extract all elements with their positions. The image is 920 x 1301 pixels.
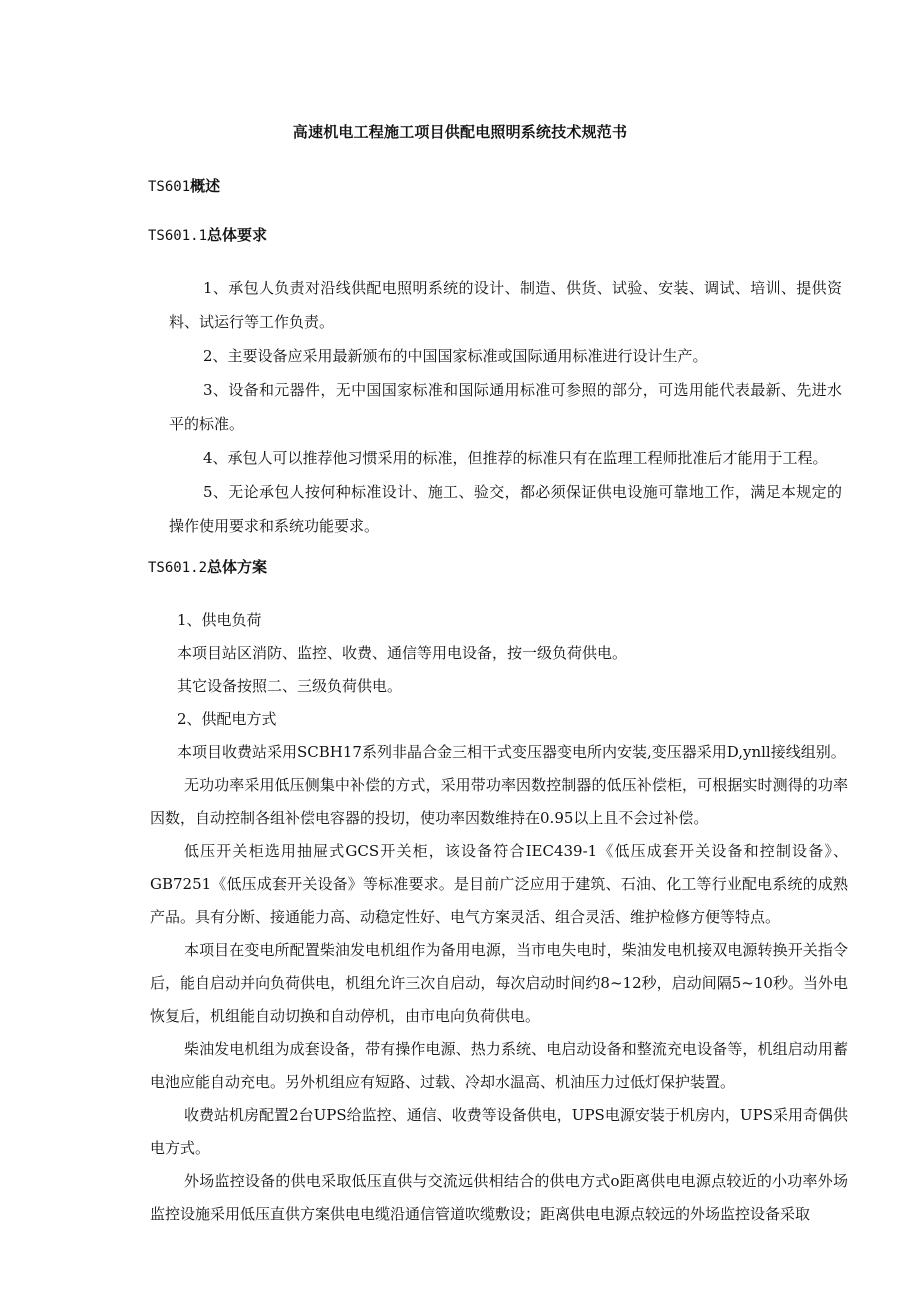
requirement-item: 4、承包人可以推荐他习惯采用的标准，但推荐的标准只有在监理工程师批准后才能用于工程。 [203, 449, 828, 467]
plan-paragraph: 本项目在变电所配置柴油发电机组作为备用电源，当市电失电时，柴油发电机接双电源转换开关指令后，能自启动并向负荷供电，机组允许三次自启动，每次启动时间约8~12秒，启动间隔5~10秒。当外电恢复后，机组能自动切换和自动停机，由市电向负荷供电。 [150, 941, 848, 1025]
section-heading-ts601-2 [148, 556, 267, 577]
plan-paragraph: 无功功率采用低压侧集中补偿的方式，采用带功率因数控制器的低压补偿柜，可根据实时测得的功率因数，自动控制各组补偿电容器的投切，使功率因数维持在0.95以上且不会过补偿。 [150, 776, 848, 827]
plan-subheading: 2、供配电方式 [177, 710, 277, 728]
section-heading-ts601-1 [148, 224, 267, 245]
plan-paragraph: 收费站机房配置2台UPS给监控、通信、收费等设备供电，UPS电源安装于机房内，UPS采用奇偶供电方式。 [150, 1106, 848, 1157]
section-label: 概述 [190, 177, 221, 195]
page-title: 高速机电工程施工项目供配电照明系统技术规范书 [292, 123, 628, 141]
plan-paragraph: 低压开关柜选用抽屉式GCS开关柜，该设备符合IEC439-1《低压成套开关设备和控制设备》、GB7251《低压成套开关设备》等标准要求。是目前广泛应用于建筑、石油、化工等行业配电系统的成熟产品。具有分断、接通能力高、动稳定性好、电气方案灵活、组合灵活、维护检修方便等特点。 [150, 842, 848, 926]
plan-paragraph: 外场监控设备的供电采取低压直供与交流远供相结合的供电方式o距离供电电源点较近的小功率外场监控设施采用低压直供方案供电电缆沿通信管道吹缆敷设；距离供电电源点较远的外场监控设备采取 [150, 1172, 848, 1223]
section-code: TS601 [148, 179, 191, 195]
plan-paragraph: 其它设备按照二、三级负荷供电。 [177, 677, 403, 695]
requirement-item: 3、设备和元器件，无中国国家标准和国际通用标准可参照的部分，可选用能代表最新、先进水平的标准。 [169, 381, 842, 433]
section-label: 总体方案 [207, 558, 268, 576]
general-requirements [169, 271, 842, 543]
section-code: TS601.2 [148, 560, 208, 576]
section-code: TS601.1 [148, 228, 208, 244]
plan-paragraph: 本项目站区消防、监控、收费、通信等用电设备，按一级负荷供电。 [177, 644, 628, 662]
section-heading-ts601 [148, 175, 220, 196]
plan-paragraph: 本项目收费站采用SCBH17系列非晶合金三相干式变压器变电所内安装,变压器采用D,ynll接线组别。 [177, 743, 846, 761]
requirement-item: 5、无论承包人按何种标准设计、施工、验交，都必须保证供电设施可靠地工作，满足本规定的操作使用要求和系统功能要求。 [169, 483, 842, 535]
plan-paragraph: 柴油发电机组为成套设备，带有操作电源、热力系统、电启动设备和整流充电设备等，机组启动用蓄电池应能自动充电。另外机组应有短路、过载、冷却水温高、机油压力过低灯保护装置。 [150, 1040, 848, 1091]
overall-plan [150, 604, 848, 1231]
section-label: 总体要求 [207, 226, 268, 244]
requirement-item: 2、主要设备应采用最新颁布的中国国家标准或国际通用标准进行设计生产。 [203, 347, 708, 365]
plan-subheading: 1、供电负荷 [177, 611, 262, 629]
requirement-item: 1、承包人负责对沿线供配电照明系统的设计、制造、供货、试验、安装、调试、培训、提供资料、试运行等工作负责。 [169, 279, 842, 331]
